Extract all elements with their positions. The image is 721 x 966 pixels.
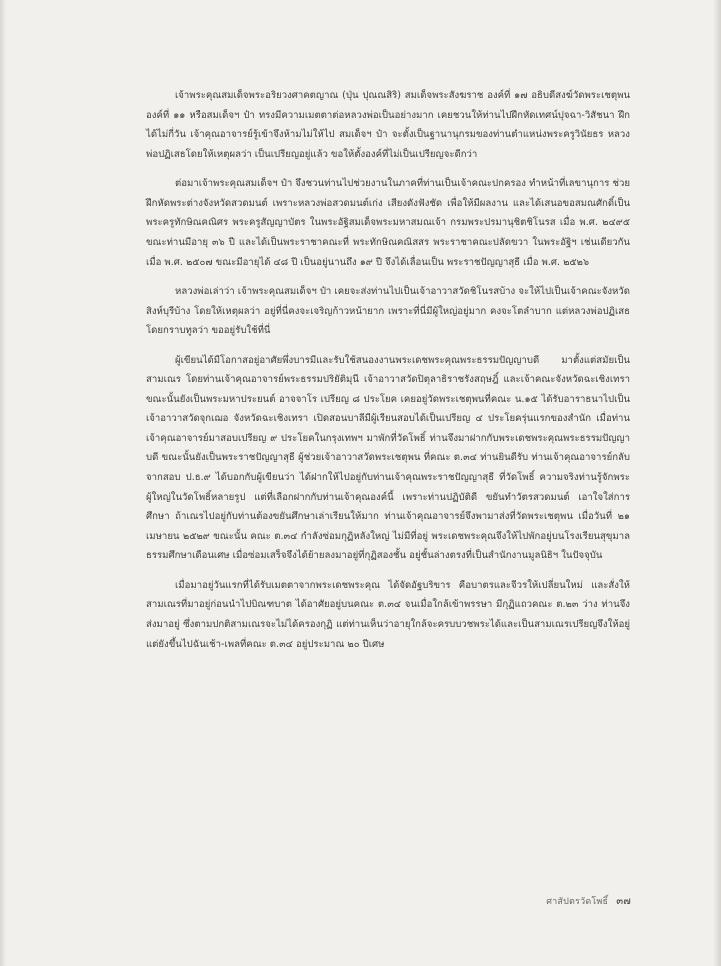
paragraph-1: เจ้าพระคุณสมเด็จพระอริยวงศาคตญาณ (ปุ่น ปุณณสิริ) สมเด็จพระสังฆราช องค์ที่ ๑๗ อธิบดีสงฆ์วัดพระเชตุพน องค์ที่ ๑๑ หรือสมเด็จฯ ป๋า ทรงมีความเมตตาต่อหลวงพ่อเป็นอย่างมาก เคยชวนให้ท่านไปฝึกหัดเทศน์ปุจฉา-วิสัชนา ฝึกได้ไม่กี่วัน เจ้าคุณอาจารย์รู้เข้าจึงห้ามไม่ให้ไป สมเด็จฯ ป๋า จะตั้งเป็นฐานานุกรมของท่านตำแหน่งพระครูวินัยธร หลวงพ่อปฏิเสธโดยให้เหตุผลว่า เป็นเปรียญอยู่แล้ว ขอให้ตั้งองค์ที่ไม่เป็นเปรียญจะดีกว่า [146,90,630,160]
paragraph-4: ผู้เขียนได้มีโอกาสอยู่อาศัยพึ่งบารมีและรับใช้สนองงานพระเดชพระคุณพระธรรมปัญญาบดี มาตั้งแต่สมัยเป็นสามเณร โดยท่านเจ้าคุณอาจารย์พระธรรมปริยัติมุนี เจ้าอาวาสวัดปิตุลาธิราชรังสฤษฎิ์ และเจ้าคณะจังหวัดฉะเชิงเทรา ขณะนั้นยังเป็นพระมหาประยนต์ อาจจาโร เปรียญ ๘ ประโยค เคยอยู่วัดพระเชตุพนที่คณะ น.๑๕ ได้รับอาราธนาไปเป็นเจ้าอาวาสวัดจุกเฌอ จังหวัดฉะเชิงเทรา เปิดสอนบาลีมีผู้เรียนสอบได้เป็นเปรียญ ๔ ประโยครุ่นแรกของสำนัก เมื่อท่านเจ้าคุณอาจารย์มาสอบเปรียญ ๙ ประโยคในกรุงเทพฯ มาพักที่วัดโพธิ์ ท่านจึงมาฝากกับพระเดชพระคุณพระธรรมปัญญาบดี ขณะนั้นยังเป็นพระราชปัญญาสุธี ผู้ช่วยเจ้าอาวาสวัดพระเชตุพน ที่คณะ ต.๓๔ ท่านยินดีรับ ท่านเจ้าคุณอาจารย์กลับจากสอบ ป.ธ.๙ ได้บอกกับผู้เขียนว่า ได้ฝากให้ไปอยู่กับท่านเจ้าคุณพระราชปัญญาสุธี ที่วัดโพธิ์ ความจริงท่านรู้จักพระผู้ใหญ่ในวัดโพธิ์หลายรูป แต่ที่เลือกฝากกับท่านเจ้าคุณองค์นี้ เพราะท่านปฏิบัติดี ขยันทำวัตรสวดมนต์ เอาใจใส่การศึกษา ถ้าเณรไปอยู่กับท่านต้องขยันศึกษาเล่าเรียนให้มาก ท่านเจ้าคุณอาจารย์จึงพามาส่งที่วัดพระเชตุพน เมื่อวันที่ ๒๑ เมษายน ๒๕๒๙ ขณะนั้น คณะ ต.๓๔ กำลังซ่อมกุฏิหลังใหญ่ ไม่มีที่อยู่ พระเดชพระคุณจึงให้ไปพักอยู่บนโรงเรียนสุขุมาลธรรมศึกษาเดือนเศษ เมื่อซ่อมเสร็จจึงได้ย้ายลงมาอยู่ที่กุฏิสองชั้น อยู่ชั้นล่างตรงที่เป็นสำนักงานมูลนิธิฯ ในปัจจุบัน [146,354,630,562]
page-number: ๓๗ [616,896,631,907]
page-footer [546,894,631,909]
scan-edge-left [0,0,6,966]
body-text [146,86,630,664]
paragraph-5: เมื่อมาอยู่วันแรกที่ได้รับเมตตาจากพระเดชพระคุณ ได้จัดอัฐบริขาร คือบาตรและจีวรให้เปลี่ยนใหม่ และสั่งให้สามเณรที่มาอยู่ก่อนนำไปบิณฑบาต ได้อาศัยอยู่บนคณะ ต.๓๔ จนเมื่อใกล้เข้าพรรษา มีกุฏิแถวคณะ ต.๒๓ ว่าง ท่านจึงส่งมาอยู่ ซึ่งตามปกติสามเณรจะไม่ได้ครองกุฏิ แต่ท่านเห็นว่าอายุใกล้จะครบบวชพระได้และเป็นสามเณรเปรียญจึงให้อยู่ แต่ยังขึ้นไปฉันเช้า-เพลที่คณะ ต.๓๔ อยู่ประมาณ ๒๐ ปีเศษ [146,579,630,650]
paragraph-3: หลวงพ่อเล่าว่า เจ้าพระคุณสมเด็จฯ ป๋า เคยจะส่งท่านไปเป็นเจ้าอาวาสวัดชิโนรสบ้าง จะให้ไปเป็นเจ้าคณะจังหวัดสิงห์บุรีบ้าง โดยให้เหตุผลว่า อยู่ที่นี่คงจะเจริญก้าวหน้ายาก เพราะที่นี่มีผู้ใหญ่อยู่มาก คงจะโตลำบาก แต่หลวงพ่อปฏิเสธ โดยกราบทูลว่า ขออยู่รับใช้ที่นี่ [146,285,630,337]
footer-title: ศาสัปตรวัดโพธิ์ [546,897,609,907]
paragraph-2: ต่อมาเจ้าพระคุณสมเด็จฯ ป๋า จึงชวนท่านไปช่วยงานในภาคที่ท่านเป็นเจ้าคณะปกครอง ทำหน้าที่เลขานุการ ช่วยฝึกหัดพระต่างจังหวัดสวดมนต์ เพราะหลวงพ่อสวดมนต์เก่ง เสียงดังฟังชัด เพื่อให้มีผลงาน และได้เสนอขอสมณศักดิ์เป็นพระครูทักษิณคณิศร พระครูสัญญาบัตร ในพระอัฐิสมเด็จพระมหาสมณเจ้า กรมพระปรมานุชิตชิโนรส เมื่อ พ.ศ. ๒๔๙๕ ขณะท่านมีอายุ ๓๖ ปี และได้เป็นพระราชาคณะที่ พระทักษิณคณิสสร พระราชาคณะปลัดขวา ในพระอัฐิฯ เช่นเดียวกัน เมื่อ พ.ศ. ๒๕๐๗ ขณะมีอายุได้ ๔๘ ปี เป็นอยู่นานถึง ๑๙ ปี จึงได้เลื่อนเป็น พระราชปัญญาสุธี เมื่อ พ.ศ. ๒๕๒๖ [146,178,630,268]
scan-edge-right [713,0,721,966]
